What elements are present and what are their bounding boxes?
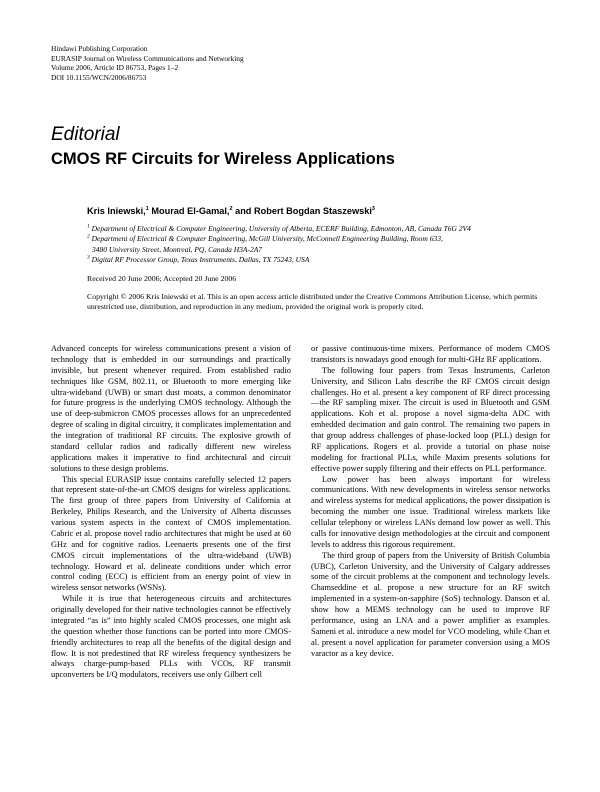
author-affiliation-mark: 2 xyxy=(229,205,233,212)
paragraph: Low power has been always important for wireless communications. With new developments in wireless sensor networks and wireless systems for medical applications, the power dissipation is becoming the number one issue. Traditional wireless markets like cellular telephony or wireless LANs demand low power as well. This calls for innovative design methodologies at the circuit and component levels to address this rigorous requirement. xyxy=(311,474,550,549)
volume-info: Volume 2006, Article ID 86753, Pages 1–2 xyxy=(51,63,179,73)
author-name: and Robert Bogdan Staszewski xyxy=(232,206,372,216)
affiliation-mark: 1 xyxy=(87,223,90,230)
body-column-left xyxy=(51,344,291,681)
paragraph: Advanced concepts for wireless communications present a vision of technology that is embedded in our surroundings and practically invisible, but present whenever required. From established radio techniques like GSM, 802.11, or Bluetooth to more emerging like ultra-wideband (UWB) or smart dust moats, a common denominator for future progress is the underlying CMOS technology. Although the use of deep-submicron CMOS processes allows for an unprecedented degree of scaling in digital circuitry, it complicates implementation and the integration of traditional RF circuits. The explosive growth of standard cellular radios and radically different new wireless applications makes it imperative to find architectural and circuit solutions to these design problems. xyxy=(51,344,291,473)
paragraph: This special EURASIP issue contains carefully selected 12 papers that represent state-of-the-art CMOS designs for wireless applications. The first group of three papers from University of California at Berkeley, Philips Research, and the University of Alberta discusses various system aspects in the context of CMOS implementation. Cabric et al. propose novel radio architectures that might be used at 60 GHz and for cognitive radios. Leenaerts presents one of the first CMOS circuit implementations of the ultra-wideband (UWB) technology. Howard et al. delineate conditions under which error control coding (ECC) is efficient from an energy point of view in wireless sensor networks (WSNs). xyxy=(51,474,291,593)
affiliation xyxy=(87,234,471,244)
body-column-right xyxy=(311,344,550,659)
publisher: Hindawi Publishing Corporation xyxy=(51,44,148,53)
affiliation-text: Department of Electrical & Computer Engineering, McGill University, McConnell Engineering Building, Room 633, xyxy=(89,234,443,244)
affiliation-continuation xyxy=(87,245,471,255)
journal-header xyxy=(51,44,244,82)
paragraph: While it is true that heterogeneous circuits and architectures originally developed for their native technologies cannot be effectively integrated “as is” into highly scaled CMOS processes, one might ask the question whether those functions can be ported into more CMOS-friendly architectures to reap all the benefits of the digital design and flow. It is not predestined that RF wireless frequency synthesizers be always charge-pump-based PLLs with VCOs, RF transmit upconverters be I/Q modulators, receivers use only Gilbert cell xyxy=(51,594,291,680)
affiliation-text: Digital RF Processor Group, Texas Instruments, Dallas, TX 75243, USA xyxy=(89,255,310,265)
author-affiliation-mark: 1 xyxy=(145,205,149,212)
affiliation-mark: 3 xyxy=(87,254,90,261)
author-list xyxy=(87,205,375,217)
section-label: Editorial xyxy=(51,124,120,145)
doi: DOI 10.1155/WCN/2006/86753 xyxy=(51,72,147,82)
paragraph: or passive continuous-time mixers. Performance of modern CMOS transistors is nowadays good enough for multi-GHz RF applications. xyxy=(311,344,550,364)
journal-name: EURASIP Journal on Wireless Communications and Networking xyxy=(51,53,244,63)
affiliation-text: 3480 University Street, Montreal, PQ, Canada H3A-2A7 xyxy=(92,244,263,254)
paragraph: The following four papers from Texas Instruments, Carleton University, and Silicon Labs describe the RF CMOS circuit design challenges. Ho et al. present a key component of RF direct processing—the RF sampling mixer. The circuit is used in Bluetooth and GSM applications. Koh et al. propose a novel sigma-delta ADC with embedded decimation and gain control. The remaining two papers in that group address challenges of phase-locked loop (PLL) design for RF applications. Rogers et al. provide a tutorial on phase noise modeling for fractional PLLs, while Maxim presents solutions for effective power supply filtering and their effects on PLL performance. xyxy=(311,365,550,473)
affiliation-text: Department of Electrical & Computer Engineering, University of Alberta, ECERF Building, Edmonton, AB, Canada T6G 2V4 xyxy=(89,224,471,233)
affiliation xyxy=(87,224,471,234)
affiliation xyxy=(87,255,471,265)
affiliation-mark: 2 xyxy=(87,233,90,240)
paragraph: The third group of papers from the University of British Columbia (UBC), Carleton University, and the University of Calgary addresses some of the circuit problems at the component and technology levels. Chamseddine et al. propose a new structure for an RF switch implemented in a system-on-sapphire (SoS) technology. Danson et al. show how a MEMS technology can be used to improve RF performance, using an LNA and a power amplifier as examples. Sameni et al. introduce a new model for VCO modeling, while Chan et al. present a novel application for parameter conversion using a MOS varactor as a key device. xyxy=(311,550,550,658)
author-affiliation-mark: 3 xyxy=(371,205,375,212)
affiliations xyxy=(87,224,471,266)
article-title: CMOS RF Circuits for Wireless Applications xyxy=(51,150,395,168)
author-name: Mourad El-Gamal, xyxy=(148,206,230,216)
author-name: Kris Iniewski, xyxy=(87,206,146,216)
received-accepted-dates: Received 20 June 2006; Accepted 20 June 2006 xyxy=(87,274,237,283)
copyright-notice: Copyright © 2006 Kris Iniewski et al. This is an open access article distributed under the Creative Commons Attribution License, which permits unrestricted use, distribution, and reproduction in any medium, provided the original work is properly cited. xyxy=(87,292,538,312)
